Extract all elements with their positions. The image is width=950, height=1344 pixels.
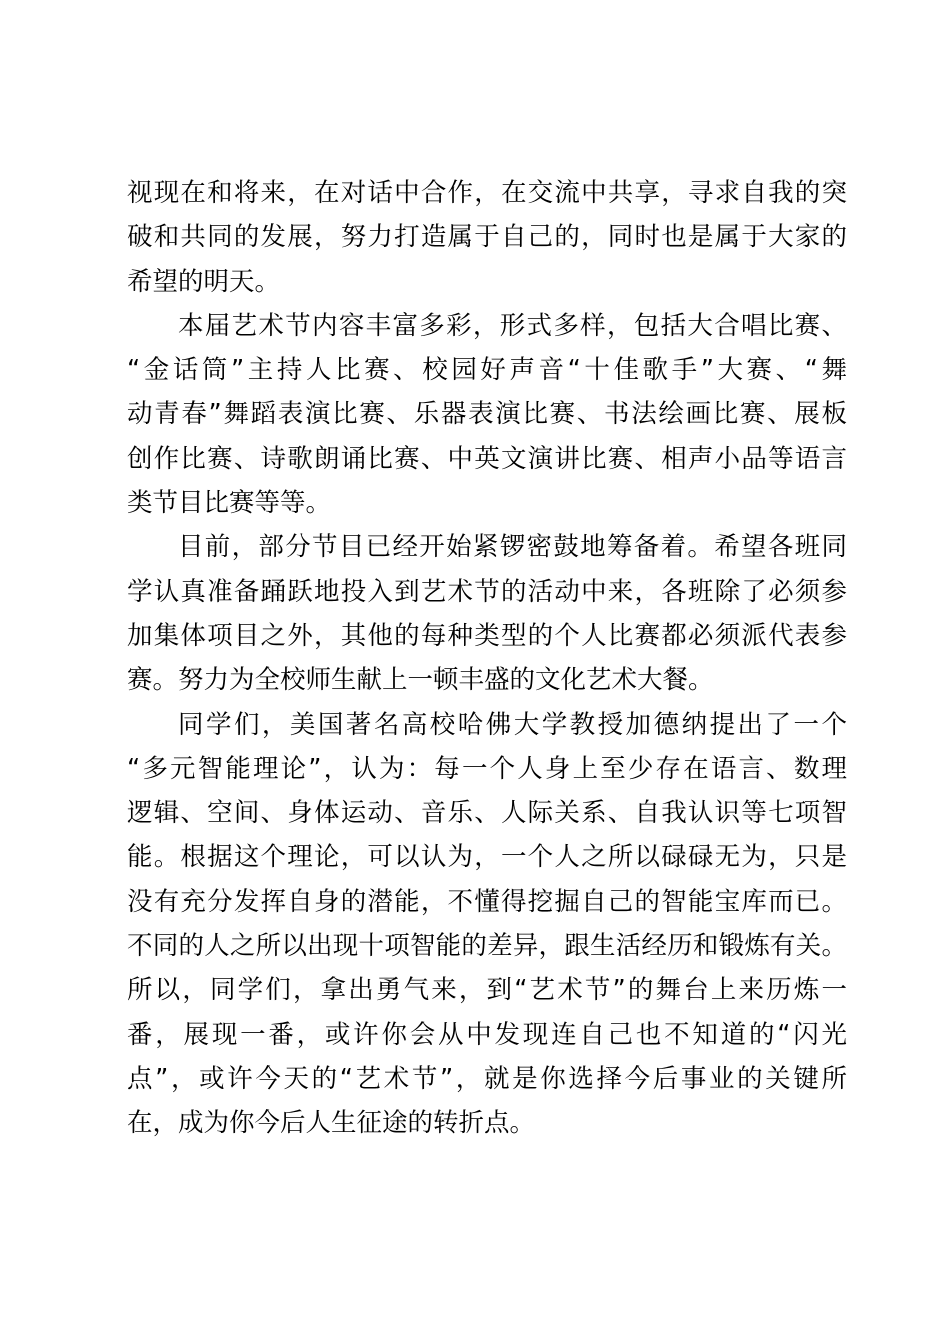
text-line: 创作比赛、诗歌朗诵比赛、中英文演讲比赛、相声小品等语言 <box>127 443 847 474</box>
text-line: 本届艺术节内容丰富多彩，形式多样，包括大合唱比赛、 <box>178 310 847 341</box>
text-line: 不同的人之所以出现十项智能的差异，跟生活经历和锻炼有关。 <box>127 931 847 962</box>
text-line: 动青春”舞蹈表演比赛、乐器表演比赛、书法绘画比赛、展板 <box>127 399 847 430</box>
text-line: 同学们，美国著名高校哈佛大学教授加德纳提出了一个 <box>178 709 847 740</box>
text-line: 能。根据这个理论，可以认为，一个人之所以碌碌无为，只是 <box>127 842 847 873</box>
text-line: 点”，或许今天的“艺术节”，就是你选择今后事业的关键所 <box>127 1063 847 1094</box>
body-text <box>127 171 847 1146</box>
text-line: 目前，部分节目已经开始紧锣密鼓地筹备着。希望各班同 <box>178 532 847 563</box>
text-line: 学认真准备踊跃地投入到艺术节的活动中来，各班除了必须参 <box>127 576 847 607</box>
text-line: 在，成为你今后人生征途的转折点。 <box>127 1108 536 1139</box>
text-line: 视现在和将来，在对话中合作，在交流中共享，寻求自我的突 <box>127 178 847 208</box>
text-line: 类节目比赛等等。 <box>127 488 332 519</box>
text-line: “金话筒”主持人比赛、校园好声音“十佳歌手”大赛、“舞 <box>127 355 847 386</box>
text-line: 所以，同学们，拿出勇气来，到“艺术节”的舞台上来历炼一 <box>127 975 847 1006</box>
text-line: 加集体项目之外，其他的每种类型的个人比赛都必须派代表参 <box>127 620 847 651</box>
text-line: 希望的明天。 <box>127 266 281 297</box>
text-line: 逻辑、空间、身体运动、音乐、人际关系、自我认识等七项智 <box>127 798 847 829</box>
text-line: 赛。努力为全校师生献上一顿丰盛的文化艺术大餐。 <box>127 665 714 696</box>
text-line: 番，展现一番，或许你会从中发现连自己也不知道的“闪光 <box>127 1019 847 1050</box>
text-line: 没有充分发挥自身的潜能，不懂得挖掘自己的智能宝库而已。 <box>127 886 847 917</box>
text-line: “多元智能理论”，认为：每一个人身上至少存在语言、数理 <box>127 753 847 784</box>
text-line: 破和共同的发展，努力打造属于自己的，同时也是属于大家的 <box>127 222 847 253</box>
